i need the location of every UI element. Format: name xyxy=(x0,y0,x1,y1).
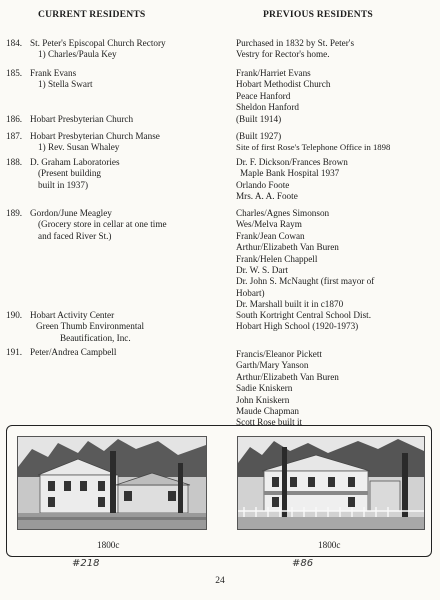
text-line: Dr. Marshall built it in c1870 xyxy=(236,299,344,310)
handwritten-note-right: #86 xyxy=(292,558,314,569)
text-line: Gordon/June Meagley xyxy=(30,208,112,218)
text-line: Hobart Presbyterian Church Manse xyxy=(30,131,160,141)
text-line: 1) Rev. Susan Whaley xyxy=(38,142,120,153)
text-line: Maple Bank Hospital 1937 xyxy=(240,168,340,179)
text-line: Peace Hanford xyxy=(236,90,291,101)
text-line: built in 1937) xyxy=(38,179,89,190)
text-line: Dr. F. Dickson/Frances Brown xyxy=(236,157,348,167)
current-resident xyxy=(30,68,228,91)
text-line: Sadie Kniskern xyxy=(236,383,293,394)
entry-number: 190. xyxy=(6,310,23,320)
current-resident xyxy=(30,114,228,125)
previous-residents xyxy=(236,347,438,429)
photo-caption-right: 1800c xyxy=(318,540,341,550)
text-line: Charles/Agnes Simonson xyxy=(236,208,330,218)
text-line: Green Thumb Environmental xyxy=(36,321,145,332)
text-line: Wes/Melva Raym xyxy=(236,219,302,230)
text-line: Dr. John S. McNaught (first mayor of xyxy=(236,276,375,287)
previous-residents xyxy=(236,208,438,311)
text-line: Site of first Rose's Telephone Office in 1898 xyxy=(236,142,391,153)
previous-residents xyxy=(236,310,438,333)
current-resident xyxy=(30,157,228,191)
text-line: Garth/Mary Yanson xyxy=(236,360,309,371)
text-line: Frank/Helen Chappell xyxy=(236,253,318,264)
photo-caption-left: 1800c xyxy=(97,540,120,550)
text-line: St. Peter's Episcopal Church Rectory xyxy=(30,38,166,48)
previous-residents xyxy=(236,38,438,61)
text-line: Hobart) xyxy=(236,287,265,298)
previous-residents xyxy=(236,131,438,154)
previous-residents xyxy=(236,68,438,114)
handwritten-note-left: #218 xyxy=(72,558,100,569)
text-line: 1) Charles/Paula Key xyxy=(38,49,117,60)
text-line: 1) Stella Swart xyxy=(38,79,93,90)
text-line: John Kniskern xyxy=(236,394,290,405)
text-line: (Present building xyxy=(38,168,102,179)
previous-residents-heading: PREVIOUS RESIDENTS xyxy=(263,9,373,20)
text-line: Sheldon Hanford xyxy=(236,102,300,113)
text-line: Purchased in 1832 by St. Peter's xyxy=(236,38,355,48)
text-line: (Built 1927) xyxy=(236,131,282,141)
text-line: Frank Evans xyxy=(30,68,77,78)
text-line: Frank/Harriet Evans xyxy=(236,68,311,78)
previous-residents xyxy=(236,157,438,203)
text-line: South Kortright Central School Dist. xyxy=(236,310,371,320)
current-resident xyxy=(30,131,228,154)
text-line: Arthur/Elizabeth Van Buren xyxy=(236,242,339,253)
text-line: Francis/Eleanor Pickett xyxy=(236,349,322,359)
text-line: Peter/Andrea Campbell xyxy=(30,347,117,357)
current-resident xyxy=(30,38,228,61)
text-line: Hobart Methodist Church xyxy=(236,79,331,90)
text-line: Frank/Jean Cowan xyxy=(236,230,305,241)
current-residents-heading: CURRENT RESIDENTS xyxy=(38,9,146,20)
text-line: Arthur/Elizabeth Van Buren xyxy=(236,371,339,382)
text-line: Hobart High School (1920-1973) xyxy=(236,321,359,332)
house-photo-218 xyxy=(17,436,207,530)
entry-number: 184. xyxy=(6,38,23,48)
previous-residents xyxy=(236,114,438,125)
house-photo-86 xyxy=(237,436,425,530)
current-resident xyxy=(30,208,228,242)
current-resident xyxy=(30,310,228,344)
text-line: Beautification, Inc. xyxy=(60,332,131,343)
text-line: Scott Rose built it xyxy=(236,417,303,428)
current-resident xyxy=(30,347,228,358)
text-line: Orlando Foote xyxy=(236,179,290,190)
text-line: Hobart Activity Center xyxy=(30,310,115,320)
page-number: 24 xyxy=(215,576,225,586)
text-line: D. Graham Laboratories xyxy=(30,157,120,167)
entry-number: 191. xyxy=(6,347,23,357)
entry-number: 187. xyxy=(6,131,23,141)
text-line: and faced River St.) xyxy=(38,230,112,241)
text-line: Hobart Presbyterian Church xyxy=(30,114,134,124)
text-line: Vestry for Rector's home. xyxy=(236,49,330,60)
text-line: (Built 1914) xyxy=(236,114,282,124)
text-line: (Grocery store in cellar at one time xyxy=(38,219,167,230)
entry-number: 185. xyxy=(6,68,23,78)
text-line: Dr. W. S. Dart xyxy=(236,265,289,276)
entry-number: 188. xyxy=(6,157,23,167)
entry-number: 189. xyxy=(6,208,23,218)
entry-number: 186. xyxy=(6,114,23,124)
text-line: Mrs. A. A. Foote xyxy=(236,191,298,202)
text-line: Maude Chapman xyxy=(236,406,300,417)
